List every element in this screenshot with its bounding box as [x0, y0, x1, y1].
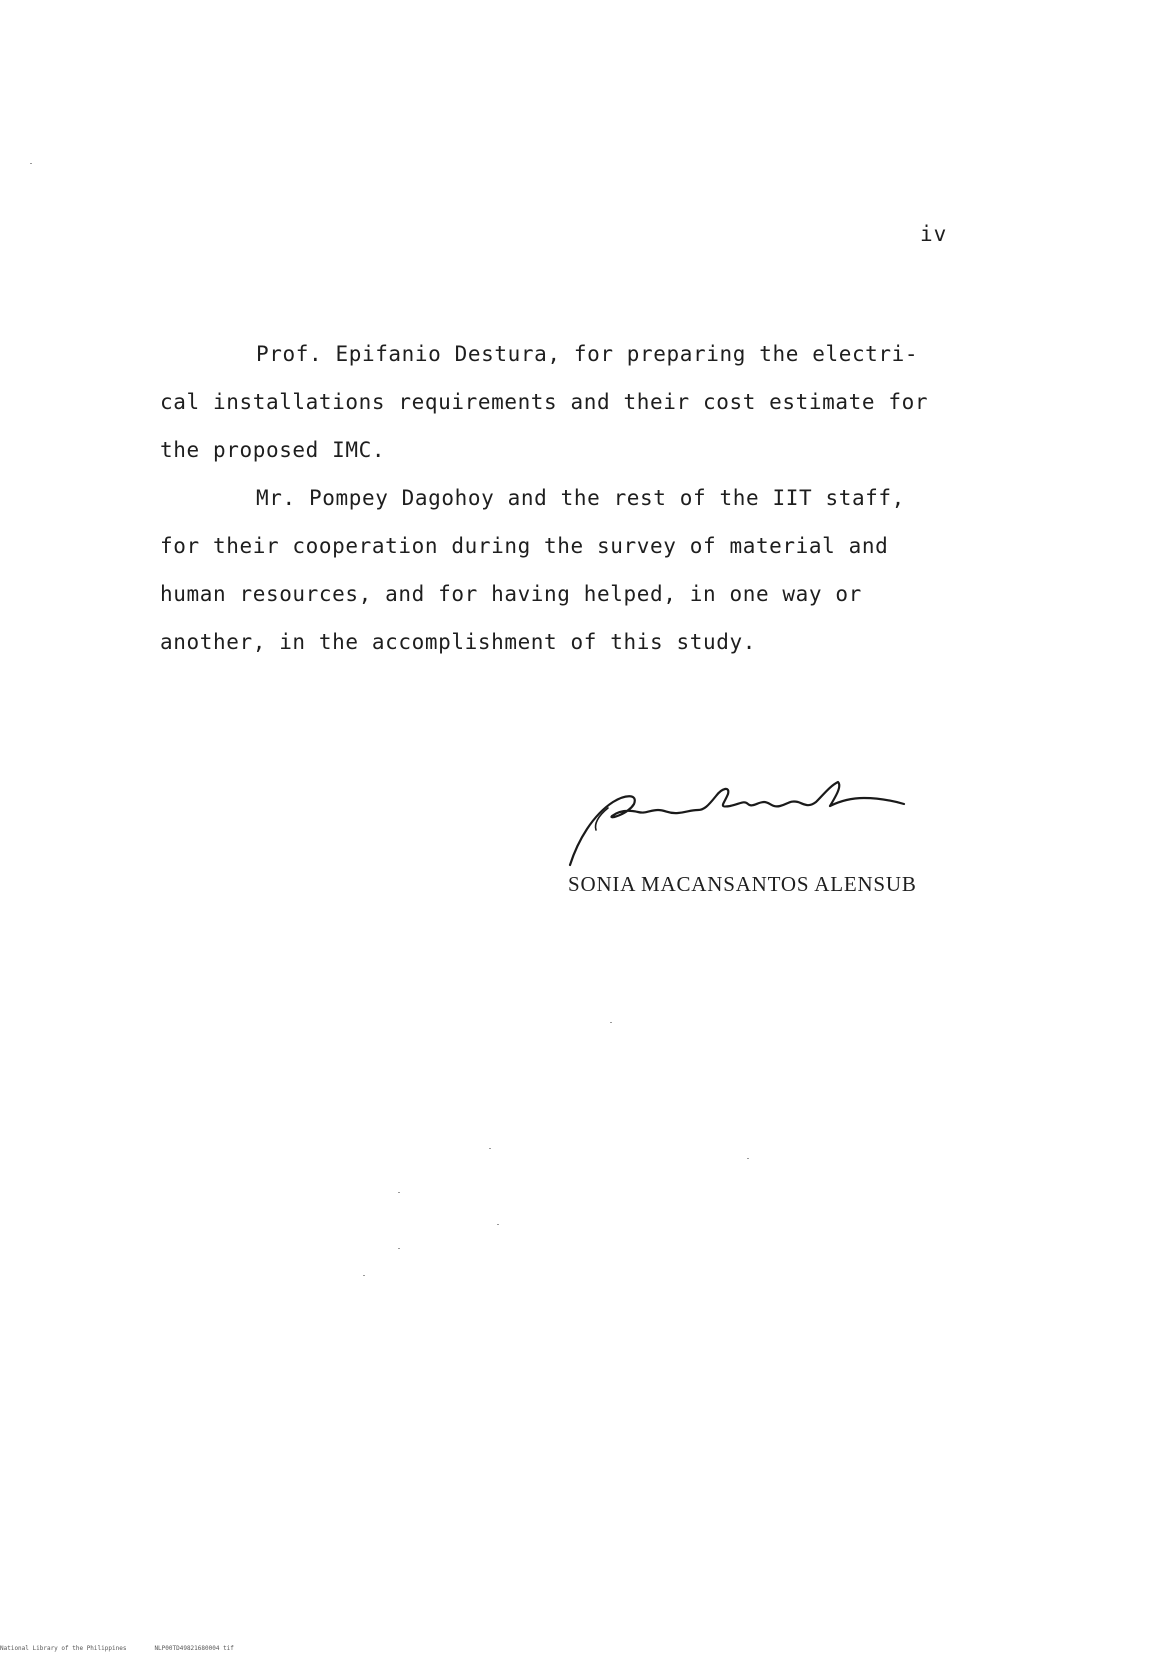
- paragraph-destura: [160, 330, 1010, 474]
- scan-speck: [489, 1148, 491, 1149]
- text-line: another, in the accomplishment of this study.: [160, 630, 756, 654]
- text-line: cal installations requirements and their cost estimate for: [160, 390, 929, 414]
- text-line: the proposed IMC.: [160, 438, 386, 462]
- scan-speck: [363, 1275, 365, 1276]
- text-line: human resources, and for having helped, in one way or: [160, 582, 862, 606]
- scan-footer: [0, 1645, 234, 1652]
- scan-speck: [610, 1022, 612, 1023]
- acknowledgment-text: [160, 330, 1010, 666]
- page-number: iv: [920, 222, 948, 246]
- text-line: Prof. Epifanio Destura, for preparing the electri-: [256, 342, 919, 366]
- text-line: Mr. Pompey Dagohoy and the rest of the IIT staff,: [256, 486, 905, 510]
- file-reference: NLP00TD49821680004 tif: [154, 1645, 234, 1652]
- paragraph-dagohoy: [160, 474, 1010, 666]
- signature-block: [568, 780, 968, 900]
- text-line: for their cooperation during the survey of material and: [160, 534, 889, 558]
- scan-speck: [30, 163, 32, 164]
- scan-speck: [398, 1248, 400, 1249]
- scan-speck: [747, 1158, 749, 1159]
- scan-speck: [497, 1224, 499, 1225]
- handwritten-signature: [568, 780, 928, 880]
- library-label: National Library of the Philippines: [0, 1645, 127, 1652]
- scan-speck: [398, 1192, 400, 1193]
- signatory-name: SONIA MACANSANTOS ALENSUB: [568, 872, 917, 896]
